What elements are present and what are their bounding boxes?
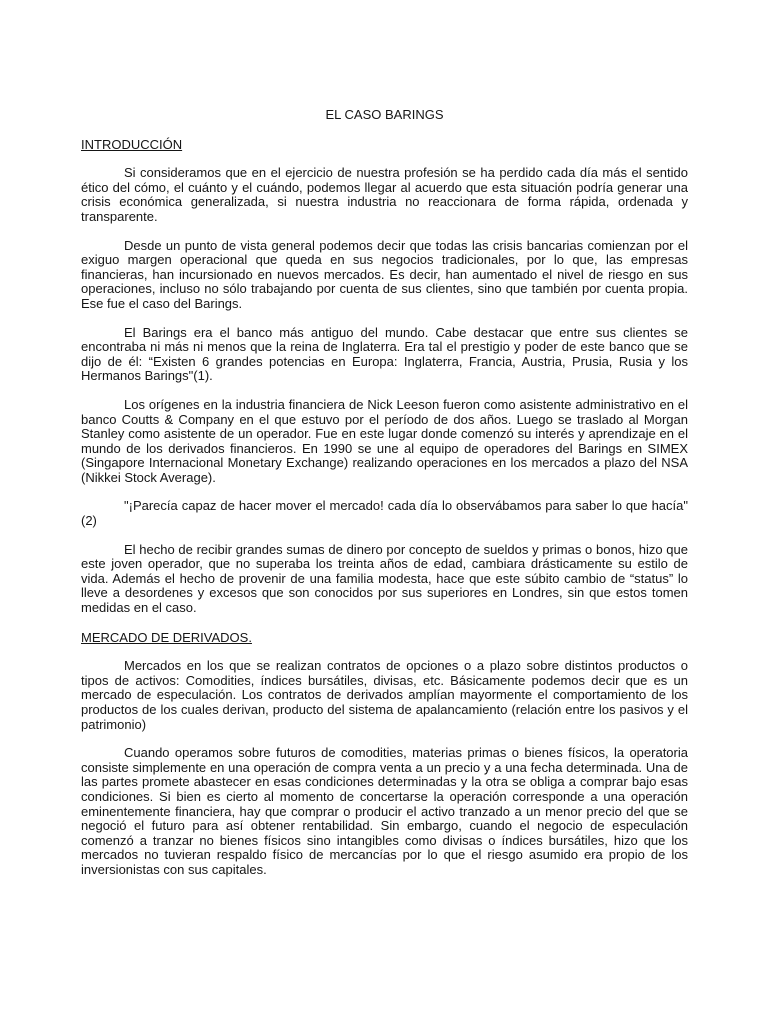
paragraph-intro-1: Si consideramos que en el ejercicio de nuestra profesión se ha perdido cada día más el sentido ético del cómo, el cuánto y el cuándo, podemos llegar al acuerdo que esta situación podría generar una crisis económica generalizada, si nuestra industria no reaccionara de forma rápida, ordenada y transparente.: [81, 165, 688, 224]
paragraph-derivados-2: Cuando operamos sobre futuros de comodities, materias primas o bienes físicos, la operatoria consiste simplemente en una operación de compra venta a un precio y a una fecha determinada. Una de las partes promete abastecer en esas condiciones determinadas y la otra se obliga a comprar bajo esas condiciones. Si bien es cierto al momento de concertarse la operación corresponde a una operación eminentemente financiera, hay que comprar o producir el activo tranzado a un menor precio del que se negoció el futuro para así obtener rentabilidad. Sin embargo, cuando el negocio de especulación comenzó a tranzar no bienes físicos sino intangibles como divisas o índices bursátiles, hizo que los mercados no tuvieran respaldo físico de mercancías por lo que el riesgo asumido era propio de los inversionistas con sus capitales.: [81, 745, 688, 877]
section-heading-introduccion: INTRODUCCIÓN: [81, 136, 183, 152]
paragraph-intro-2: Desde un punto de vista general podemos decir que todas las crisis bancarias comienzan por el exiguo margen operacional que queda en sus negocios tradicionales, por lo que, las empresas financieras, han incursionado en nuevos mercados. Es decir, han aumentado el nivel de riesgo en sus operaciones, incluso no sólo trabajando por cuenta de sus clientes, sino que también por cuenta propia. Ese fue el caso del Barings.: [81, 237, 688, 311]
paragraph-intro-6: El hecho de recibir grandes sumas de dinero por concepto de sueldos y primas o bonos, hizo que este joven operador, que no superaba los treinta años de edad, cambiara drásticamente su estilo de vida. Además el hecho de provenir de una familia modesta, hace que este súbito cambio de “status” lo lleve a desordenes y excesos que son conocidos por sus superiores en Londres, sin que estos tomen medidas en el caso.: [81, 541, 688, 616]
paragraph-intro-3: El Barings era el banco más antiguo del mundo. Cabe destacar que entre sus clientes se encontraba ni más ni menos que la reina de Inglaterra. Era tal el prestigio y poder de este banco que se dijo de él: “Existen 6 grandes potencias en Europa: Inglaterra, Francia, Austria, Prusia, Rusia y los Hermanos Barings"(1).: [81, 324, 688, 384]
paragraph-derivados-1: Mercados en los que se realizan contratos de opciones o a plazo sobre distintos productos o tipos de activos: Comodities, índices bursátiles, divisas, etc. Básicamente podemos decir que es un mercado de especulación. Los contratos de derivados amplían mayormente el comportamiento de los productos de los cuales derivan, producto del sistema de apalancamiento (relación entre los pasivos y el patrimonio): [81, 658, 688, 732]
document-title: EL CASO BARINGS: [325, 107, 444, 122]
paragraph-intro-5-quote: "¡Parecía capaz de hacer mover el mercado! cada día lo observábamos para saber lo que hacía" (2): [81, 498, 688, 529]
paragraph-intro-4: Los orígenes en la industria financiera de Nick Leeson fueron como asistente administrativo en el banco Coutts & Company en el que estuvo por el período de dos años. Luego se traslado al Morgan Stanley como asistente de un operador. Fue en este lugar donde comenzó su interés y aprendizaje en el mundo de los derivados financieros. En 1990 se une al equipo de operadores del Barings en SIMEX (Singapore Internacional Monetary Exchange) realizando operaciones en los mercados a plazo del NSA (Nikkei Stock Average).: [81, 396, 688, 485]
section-heading-mercado-de-derivados: MERCADO DE DERIVADOS.: [81, 629, 252, 645]
